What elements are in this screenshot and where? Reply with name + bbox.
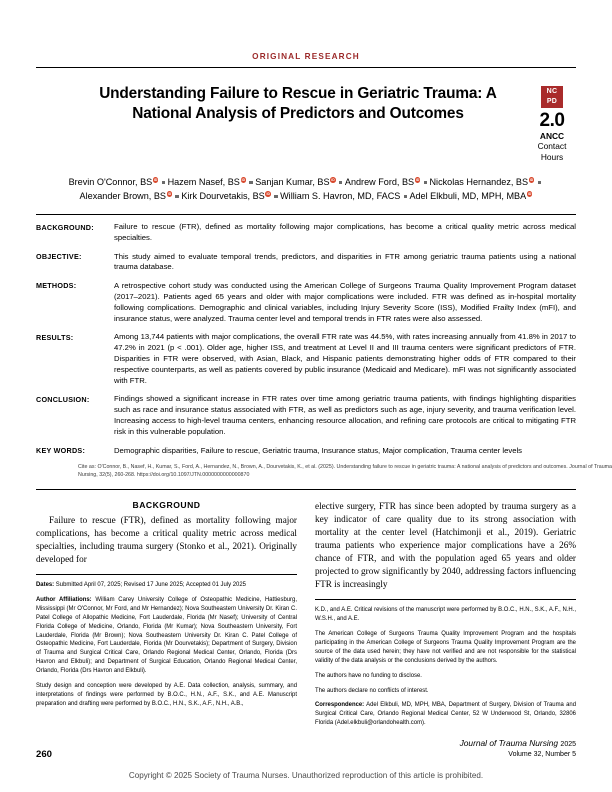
dates-note — [36, 581, 297, 590]
author-name: Nickolas Hernandez, BS — [429, 176, 529, 187]
abstract-section-label: KEY WORDS: — [36, 446, 86, 456]
abstract-section-text: Among 13,744 patients with major complications, the overall FTR rate was 44.5%, with rates increasing annually from 41.8% in 2017 to 47.2% in 2021 (p < .001). Older age, higher ISS, and treatment at Level II and III trauma centers were significant predictors of FTR. Disparities in FTR were observed, with Asian, Black, and Hispanic patients demonstrating higher odds of FTR compared to their respective counterparts, as well as patients covered by public insurance (Medicaid and Medicare). mFI was not significantly associated with FTR. — [114, 332, 576, 385]
author-name: William S. Havron, MD, FACS — [280, 191, 401, 202]
conflicts-note: The authors declare no conflicts of interest. — [315, 687, 429, 694]
journal-info — [460, 737, 576, 760]
contributions-note-left: Study design and conception were developed by A.E. Data collection, analysis, summary, and interpretations of findings were performed by B.O.C., H.N., A.F., S.K., and A.E. Manuscript preparation and drafting were performed by B.O.C., H.N., S.K., A.F., N.H., A.B., — [36, 683, 297, 707]
abstract-section — [36, 222, 576, 244]
author-name: Adel Elkbuli, MD, MPH, MBA — [409, 191, 527, 202]
author-name: Sanjan Kumar, BS — [255, 176, 330, 187]
abstract-section-label: OBJECTIVE: — [36, 252, 82, 261]
citation-line: Cite as: O'Connor, B., Nasef, H., Kumar, S., Ford, A., Hernandez, N., Brown, A., Dourvetakis, K., et al. (2025). Understanding failure to rescue in geriatric trauma: A national analysis of predictors and outcomes. Journal of Trauma Nursing, 32(5), 260-268. https://doi.org/10.1097/JTN.0000000000000870 — [78, 464, 612, 478]
abstract-bottom-divider — [36, 489, 576, 490]
abstract-section-text: Findings showed a significant increase in FTR rates over time among geriatric trauma patients, with findings highlighting disparities such as race and insurance status associated with FTR, as well as predictors such as age, injury severity, and trauma verification level. Increasing access to high-level trauma centers, enhancing resource allocation, and refining care protocols are critical to mitigating FTR risk in this vulnerable population. — [114, 394, 576, 437]
correspondence-value: Adel Elkbuli, MD, MPH, MBA, Department of Surgery, Division of Trauma and Surgical Critical Care, Orlando Regional Medical Center, 52 W Underwood St, Orlando, 32806 Florida (Adel.elkbuli@orlandohealth.com). — [315, 702, 576, 727]
ncpd-accreditor: ANCC — [539, 130, 565, 141]
author-separator-icon — [249, 181, 252, 184]
journal-name — [460, 737, 576, 750]
orcid-icon[interactable] — [529, 177, 535, 183]
affiliations-label: Author Affiliations: — [36, 596, 92, 603]
data-source-note: The American College of Surgeons Trauma Quality Improvement Program and the hospitals participating in the American College of Surgeons Trauma Quality Improvement Program are the source of the data used herein; they have not verified and are not responsible for the statistical validity of the data analysis or the conclusions derived by the authors. — [315, 630, 576, 664]
journal-volume: Volume 32, Number 5 — [508, 750, 576, 758]
journal-year: 2025 — [560, 740, 576, 748]
abstract-section — [36, 281, 576, 325]
abstract-section-text: Demographic disparities, Failure to rescue, Geriatric trauma, Insurance status, Major complication, Trauma center levels — [114, 445, 523, 455]
right-column — [315, 500, 576, 735]
orcid-icon[interactable] — [415, 177, 421, 183]
author-list — [58, 175, 554, 203]
orcid-icon[interactable] — [527, 191, 533, 197]
orcid-icon[interactable] — [241, 177, 247, 183]
footnote-divider-right — [315, 599, 576, 600]
left-column — [36, 500, 297, 735]
contributions-note-right: K.D., and A.E. Critical revisions of the manuscript were performed by B.O.C., H.N., S.K., A.F., N.H., W.S.H., and A.E. — [315, 607, 576, 623]
abstract-section — [36, 446, 576, 457]
abstract-section-label: BACKGROUND: — [36, 222, 94, 232]
background-paragraph-left: Failure to rescue (FTR), defined as mortality following major complications, has become a critical quality metric across medical specialties, including trauma surgery (Stonko et al., 2021). Originally developed for — [36, 514, 297, 564]
abstract-section — [36, 332, 576, 387]
page-number: 260 — [36, 749, 53, 760]
ncpd-hours-label: Hours — [540, 151, 564, 162]
ncpd-credit-value: 2.0 — [539, 110, 565, 131]
correspondence-label: Correspondence: — [315, 702, 365, 709]
article-type-kicker: ORIGINAL RESEARCH — [252, 52, 360, 61]
copyright-notice: Copyright © 2025 Society of Trauma Nurses. Unauthorized reproduction of this article is prohibited. — [128, 771, 484, 780]
dates-value: Submitted April 07, 2025; Revised 17 June 2025; Accepted 01 July 2025 — [54, 581, 246, 588]
author-separator-icon — [404, 195, 407, 198]
author-separator-icon — [424, 181, 427, 184]
dates-label: Dates: — [36, 581, 55, 588]
ncpd-badge — [528, 86, 576, 162]
author-separator-icon — [175, 195, 178, 198]
section-heading-background: BACKGROUND — [132, 499, 201, 510]
ncpd-nc-text: NC — [546, 87, 558, 95]
abstract-top-divider — [36, 214, 576, 215]
background-paragraph-right: elective surgery, FTR has since been adopted by trauma surgery as a key indicator of care quality due to its strong association with mortality at the center level (Hatchimonji et al., 2019). Geriatric trauma patients who experience major complications have a 26% chance of FTR, and with the population aged 65 years and older projected to grow significantly by 2040, addressing factors influencing FTR is increasingly — [315, 500, 576, 590]
abstract-section — [36, 252, 576, 274]
ncpd-logo-icon — [541, 86, 563, 108]
orcid-icon[interactable] — [167, 191, 173, 197]
orcid-icon[interactable] — [153, 177, 159, 183]
abstract-section-text: Failure to rescue (FTR), defined as mortality following major complications, has become a critical quality metric across medical specialties. — [114, 222, 576, 243]
author-name: Brevin O'Connor, BS — [68, 176, 153, 187]
abstract-section-text: A retrospective cohort study was conducted using the American College of Surgeons Trauma Quality Improvement Program dataset (2017–2021). Patients aged 65 years and older with major complications were included. FTR was defined as in-hospital mortality following complications. Demographic and clinical variables, including Injury Severity Score (ISS), Modified Frailty Index (mFI), and insurance status, were analyzed. Trauma center level and temporal trends in FTR rates were also assessed. — [114, 280, 576, 323]
abstract-section — [36, 394, 576, 438]
author-name: Kirk Dourvetakis, BS — [181, 191, 265, 202]
abstract-section-label: RESULTS: — [36, 332, 74, 342]
author-separator-icon — [162, 181, 165, 184]
author-name: Hazem Nasef, BS — [167, 176, 240, 187]
author-separator-icon — [538, 181, 541, 184]
orcid-icon[interactable] — [330, 177, 336, 183]
page-footer — [36, 737, 576, 760]
orcid-icon[interactable] — [265, 191, 271, 197]
affiliations-note — [36, 596, 297, 676]
author-separator-icon — [274, 195, 277, 198]
title-row — [36, 68, 576, 162]
funding-note: The authors have no funding to disclose. — [315, 672, 422, 679]
abstract-section-label: METHODS: — [36, 281, 77, 291]
author-name: Alexander Brown, BS — [79, 191, 166, 202]
ncpd-pd-text: PD — [546, 98, 558, 105]
author-separator-icon — [339, 181, 342, 184]
abstract-section-text: This study aimed to evaluate temporal trends, predictors, and disparities in FTR among geriatric trauma patients using a national trauma database. — [114, 251, 576, 272]
structured-abstract — [36, 222, 576, 456]
page-title: Understanding Failure to Rescue in Geriatric Trauma: A National Analysis of Predictors and Outcomes — [99, 85, 497, 123]
author-name: Andrew Ford, BS — [344, 176, 415, 187]
journal-title-text: Journal of Trauma Nursing — [459, 737, 559, 748]
abstract-section-label: CONCLUSION: — [36, 394, 90, 404]
correspondence-note — [315, 701, 576, 728]
affiliations-value: William Carey University College of Osteopathic Medicine, Hattiesburg, Mississippi (Mr O'Connor, Mr Ford, and Mr Hernandez); Nova Southeastern University Dr. Kiran C. Patel College of Allopathic Medicine, Fort Lauderdale, Florida (Mr Nasef); University of Central Florida College of Medicine, Orlando, Florida (Mr Kumar); Nova Southeastern University, Fort Lauderdale, Florida (Mr Brown); Nova Southeastern University Dr. Kiran C. Patel College of Osteopathic Medicine, Fort Lauderdale, Florida (Mr Dourvetakis); Department of Surgery, Division of Trauma and Surgical Critical Care, Orlando Regional Medical Center, Orlando, Florida (Drs Havron and Elkbuli); and Department of Surgical Education, Orlando Regional Medical Center, Orlando, Florida (Drs Havron and Elkbuli). — [36, 596, 297, 675]
ncpd-contact-label: Contact — [537, 141, 567, 152]
footnote-divider-left — [36, 574, 297, 575]
body-columns — [36, 500, 576, 735]
